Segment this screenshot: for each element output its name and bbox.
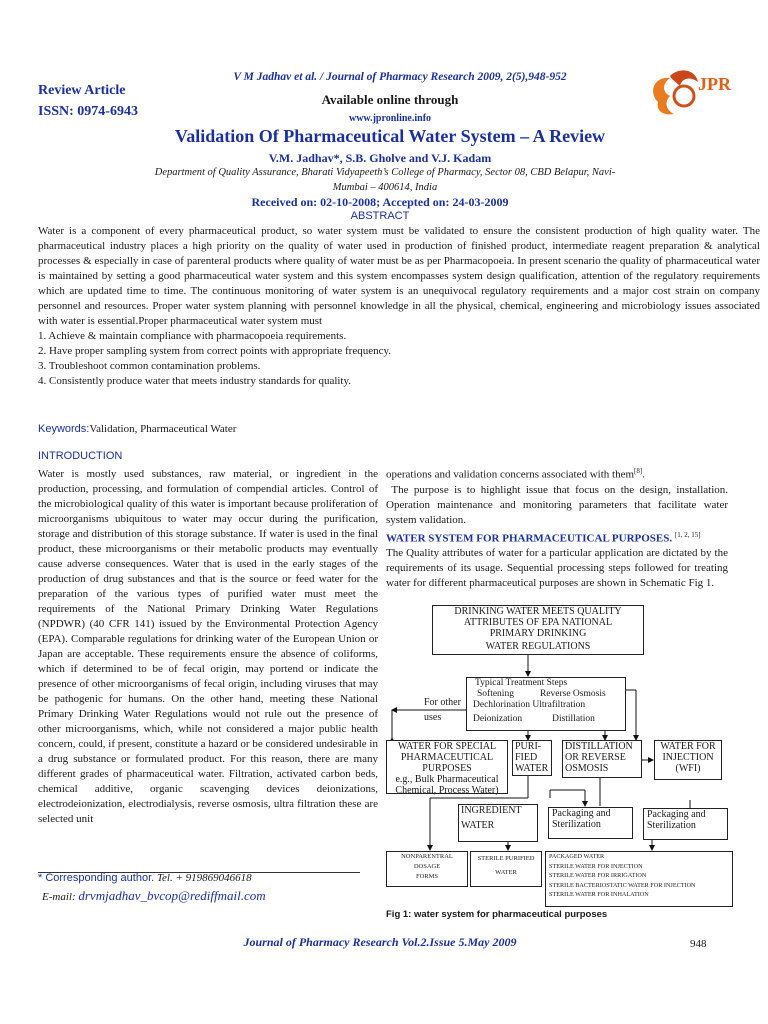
packaging-sterilization-box-2: Packaging and Sterilization xyxy=(643,808,728,840)
abstract-heading: ABSTRACT xyxy=(350,210,410,222)
figure-caption: Fig 1: water system for pharmaceutical purposes xyxy=(386,909,608,920)
affiliation-line-1: Department of Quality Assurance, Bharati Vidyapeeth’s College of Pharmacy, Sector 08, CBD Belapur, Navi- xyxy=(154,167,616,178)
journal-url[interactable]: www.jpronline.info xyxy=(348,113,432,124)
packaged-water-list xyxy=(545,851,733,907)
packaged-item: STERILE WATER FOR INHALATION xyxy=(549,891,649,898)
ingredient-water-box: INGREDIENT WATER xyxy=(458,804,538,842)
section-refs[interactable]: [1, 2, 15] xyxy=(674,530,701,539)
abstract-point: 4. Consistently produce water that meets industry standards for quality. xyxy=(38,375,352,387)
page-number: 948 xyxy=(690,938,707,950)
drinking-water-box: DRINKING WATER MEETS QUALITY ATTRIBUTES OF EPA NATIONAL PRIMARY DRINKING WATER REGULATIONS xyxy=(432,605,644,655)
packaged-item: PACKAGED WATER xyxy=(549,853,605,860)
paper-title: Validation Of Pharmaceutical Water System – A Review xyxy=(174,126,606,146)
telephone: Tel. + 919869046618 xyxy=(156,872,252,884)
affiliation-line-2: Mumbai – 400614, India xyxy=(332,182,438,193)
abstract-body: Water is a component of every pharmaceutical product, so water system must be validated to ensure the consistent production of high quality water. The pharmaceutical industry places a high priority on the quality of water used in production of finished product, intermediate reagent preparation & analytical processes & especially in case of parenteral products where quality of water must be as per Pharmacopoeia. In present scenario the quality of pharmaceutical water is maintained by setting a good pharmaceutical water system and this system encompasses system design qualification, attention of the regulatory requirements which are updated time to time. The continuous monitoring of water system is an unequivocal regulatory requirements and a major cost strain on company personnel and resources. Proper water system planning with personnel knowledge in all the physical, chemical, engineering and microbiology issues associated with water is essential.Proper pharmaceutical water system must xyxy=(38,225,760,327)
email-label: E-mail: xyxy=(42,891,76,903)
corresponding-label: * Corresponding author. xyxy=(38,872,155,884)
packaged-item: STERILE BACTERIOSTATIC WATER FOR INJECTION xyxy=(549,881,696,889)
distillation-ro-box: DISTILLATION OR REVERSE OSMOSIS xyxy=(562,740,642,778)
keywords-label: Keywords: xyxy=(38,423,90,435)
packaged-item: STERILE WATER FOR IRRIGATION xyxy=(549,872,647,879)
wfi-box: WATER FOR INJECTION (WFI) xyxy=(654,740,722,780)
logo-text: JPR xyxy=(698,74,731,94)
citation: V M Jadhav et al. / Journal of Pharmacy Research 2009, 2(5),948-952 xyxy=(233,71,567,83)
right-para-2: The purpose is to highlight issue that focus on the design, installation. Operation maintenance and monitoring parameters that facilitate water system validation. xyxy=(386,483,729,526)
available-online: Available online through xyxy=(321,92,459,107)
right-para-3: The Quality attributes of water for a particular application are dictated by the requirements of its usage. Sequential processing steps followed for treating water for different pharmaceutical purposes are shown in Schematic Fig 1. xyxy=(386,547,728,590)
received-accepted-dates: Received on: 02-10-2008; Accepted on: 24-03-2009 xyxy=(251,195,509,209)
article-type: Review Article xyxy=(38,83,126,98)
right-para-1: operations and validation concerns associated with them xyxy=(386,468,635,481)
abstract-point: 2. Have proper sampling system from correct points with appropriate frequency. xyxy=(38,345,392,357)
for-other-uses: For other uses xyxy=(424,697,461,723)
packaging-sterilization-box-1: Packaging and Sterilization xyxy=(548,807,633,839)
purified-water-box: PURI- FIED WATER xyxy=(512,740,552,776)
abstract-point: 1. Achieve & maintain compliance with pharmacopoeia requirements. xyxy=(38,330,347,342)
sterile-purified-water-box: STERILE PURIFIED WATER xyxy=(470,851,542,887)
right-column: operations and validation concerns associated with them[8]. The purpose is to highlight issue that focus on the design, installation. Operation maintenance and monitoring parameters that facilitate water system validation. WATER SYSTEM FOR PHARMACEUTICAL PURPOSES. [1, 2, 15] The Quality attributes of water for a particular application are dictated by the requirements of its usage. Sequential processing steps followed for treating water for different pharmaceutical purposes are shown in Schematic Fig 1. xyxy=(386,467,729,590)
treatment-steps-box: Typical Treatment Steps Softening Reverse Osmosis Dechlorination Ultrafiltration Deionization Distillation xyxy=(466,677,626,731)
abstract-point: 3. Troubleshoot common contamination problems. xyxy=(38,360,261,372)
footer-journal: Journal of Pharmacy Research Vol.2.Issue 5.May 2009 xyxy=(243,935,517,949)
email-address[interactable]: drvmjadhav_bvcop@rediffmail.com xyxy=(78,888,266,903)
corresponding-author xyxy=(38,872,252,884)
section-heading: WATER SYSTEM FOR PHARMACEUTICAL PURPOSES. xyxy=(386,532,673,545)
authors: V.M. Jadhav*, S.B. Gholve and V.J. Kadam xyxy=(268,151,492,165)
special-purpose-water-box: WATER FOR SPECIAL PHARMACEUTICAL PURPOSES e.g., Bulk Pharmaceutical Chemical, Process Water) xyxy=(386,740,508,794)
ref-8[interactable]: [8] xyxy=(634,467,643,475)
keywords-text: Validation, Pharmaceutical Water xyxy=(89,423,237,435)
email-line xyxy=(42,888,266,904)
introduction-heading: INTRODUCTION xyxy=(38,450,123,462)
issn: ISSN: 0974-6943 xyxy=(38,104,138,119)
packaged-item: STERILE WATER FOR INJECTION xyxy=(549,862,643,870)
introduction-body: Water is mostly used substances, raw material, or ingredient in the production, processing, and formulation of compendial articles. Control of the microbiological quality of this water is important because proliferation of microorganisms ubiquitous to water may occur during the purification, storage and distribution of this storage substance. If water is used in the final product, these microorganisms or their metabolic products may eventually cause adverse consequences. Water that is used in the early stages of the production of drug substances and that is the source or feed water for the preparation of the various types of purified water must meet the requirements of the National Primary Drinking Water Regulations (NPDWR) (40 CFR 141) issued by the Environmental Protection Agency (EPA). Comparable regulations for drinking water of the European Union or Japan are acceptable. These requirements ensure the absence of coliforms, which if determined to be of fecal origin, may portend or indicate the presence of other microorganisms of fecal origin, including viruses that may be pathogenic for humans. On the other hand, meeting these National Primary Drinking Water Regulations would not rule out the presence of other microorganisms, which, while not considered a major public health concern, could, if present, constitute a hazard or be considered undesirable in a drug substance or formulated product. For this reason, there are many different grades of pharmaceutical water. Filtration, activated carbon beds, chemical additive, organic scavenging devices deionizations, electrodeionization, electrodialysis, reverse osmosis, ultra filtration these are selected unit xyxy=(38,468,378,825)
nonparenteral-dosage-forms-box: NONPARENTRAL DOSAGE FORMS xyxy=(386,851,468,887)
